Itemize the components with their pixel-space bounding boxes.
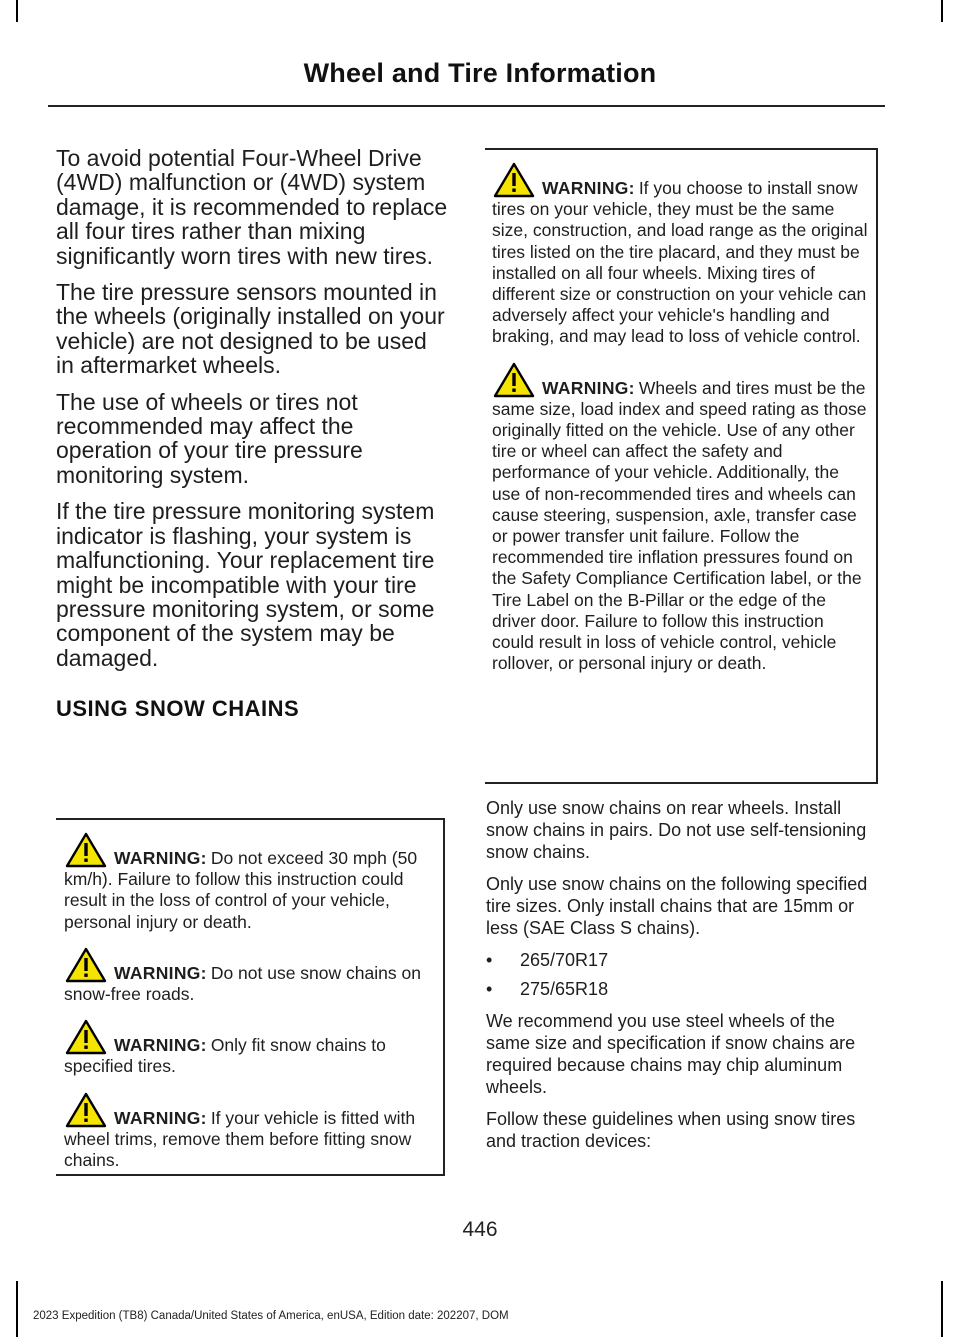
warning-label: WARNING: — [114, 1035, 207, 1056]
list-item — [486, 949, 881, 971]
warning-text: If you choose to install snow tires on your vehicle, they must be the same size, construction, and load range as the original tires listed on the tire placard, and they must be installed on all four wheels. Mixing tires of different size or construction on your vehicle can adversely affect your vehicle's handling and braking, and may lead to loss of vehicle control. — [492, 178, 868, 347]
warning-box — [485, 148, 878, 784]
footer: 2023 Expedition (TB8) Canada/United States of America, enUSA, Edition date: 202207, DOM — [33, 1310, 509, 1322]
bullet-marker: • — [486, 950, 493, 970]
warning-label: WARNING: — [542, 178, 635, 198]
tire-size: 275/65R18 — [520, 979, 609, 999]
warning-triangle-icon — [65, 1092, 107, 1128]
paragraph: We recommend you use steel wheels of the same size and specification if snow chains are required because chains may chip aluminum wheels. — [486, 1011, 856, 1097]
warning-item — [485, 162, 876, 348]
warning-label: WARNING: — [542, 377, 635, 398]
tire-size: 265/70R17 — [520, 950, 609, 970]
crop-mark — [941, 0, 943, 22]
paragraph: The tire pressure sensors mounted in the wheels (originally installed on your vehicle) are not designed to be used in aftermarket wheels. — [56, 279, 445, 379]
left-column — [56, 146, 448, 722]
warning-item — [56, 1019, 443, 1077]
warning-box — [56, 818, 445, 1176]
crop-mark — [16, 1281, 18, 1337]
warning-triangle-icon — [65, 1019, 107, 1055]
paragraph: Only use snow chains on rear wheels. Install snow chains in pairs. Do not use self-tensioning snow chains. — [486, 798, 867, 862]
warning-item — [56, 947, 443, 1005]
warning-item — [56, 832, 443, 933]
paragraph: Follow these guidelines when using snow tires and traction devices: — [486, 1109, 856, 1151]
warning-text: Wheels and tires must be the same size, load index and speed rating as those originally fitted on the vehicle. Use of any other tire or wheel can affect the safety and performance of your vehicle. Additionally, the use of non-recommended tires and wheels can cause steering, suspension, axle, transfer case or power transfer unit failure. Follow the recommended tire inflation pressures found on the Safety Compliance Certification label, or the Tire Label on the B-Pillar or the edge of the driver door. Failure to follow this instruction could result in loss of vehicle control, vehicle rollover, or personal injury or death. — [492, 377, 867, 674]
page-title: Wheel and Tire Information — [303, 58, 657, 88]
warning-item — [485, 362, 876, 675]
list-item — [486, 978, 881, 1000]
section-heading: USING SNOW CHAINS — [56, 696, 300, 722]
warning-text: If your vehicle is fitted with wheel trims, remove them before fitting snow chains. — [64, 1107, 416, 1171]
paragraph: To avoid potential Four-Wheel Drive (4WD) malfunction or (4WD) system damage, it is recommended to replace all four tires rather than mixing significantly worn tires with new tires. — [56, 145, 448, 269]
warning-triangle-icon — [65, 832, 107, 868]
paragraph: Only use snow chains on the following specified tire sizes. Only install chains that are 15mm or less (SAE Class S chains). — [486, 874, 868, 938]
warning-triangle-icon — [493, 162, 535, 198]
warning-triangle-icon — [493, 362, 535, 398]
warning-label: WARNING: — [114, 962, 207, 983]
crop-mark — [16, 0, 18, 22]
warning-text: Only fit snow chains to specified tires. — [64, 1035, 386, 1077]
warning-text: Do not use snow chains on snow-free roads. — [64, 962, 421, 1005]
warning-item — [56, 1092, 443, 1172]
warning-label: WARNING: — [114, 1107, 207, 1128]
bullet-marker: • — [486, 979, 493, 999]
page-number: 446 — [462, 1218, 498, 1241]
paragraph: If the tire pressure monitoring system indicator is flashing, your system is malfunctioning. Your replacement tire might be incompatible with your tire pressure monitoring system, or some component of the system may be damaged. — [56, 498, 435, 671]
warning-text: Do not exceed 30 mph (50 km/h). Failure to follow this instruction could result in the loss of control of your vehicle, personal injury or death. — [64, 848, 418, 932]
paragraph: The use of wheels or tires not recommended may affect the operation of your tire pressure monitoring system. — [56, 388, 363, 488]
warning-triangle-icon — [65, 947, 107, 983]
crop-mark — [941, 1281, 943, 1337]
header-divider — [48, 105, 885, 107]
warning-label: WARNING: — [114, 848, 207, 868]
right-column-body — [486, 797, 881, 1162]
